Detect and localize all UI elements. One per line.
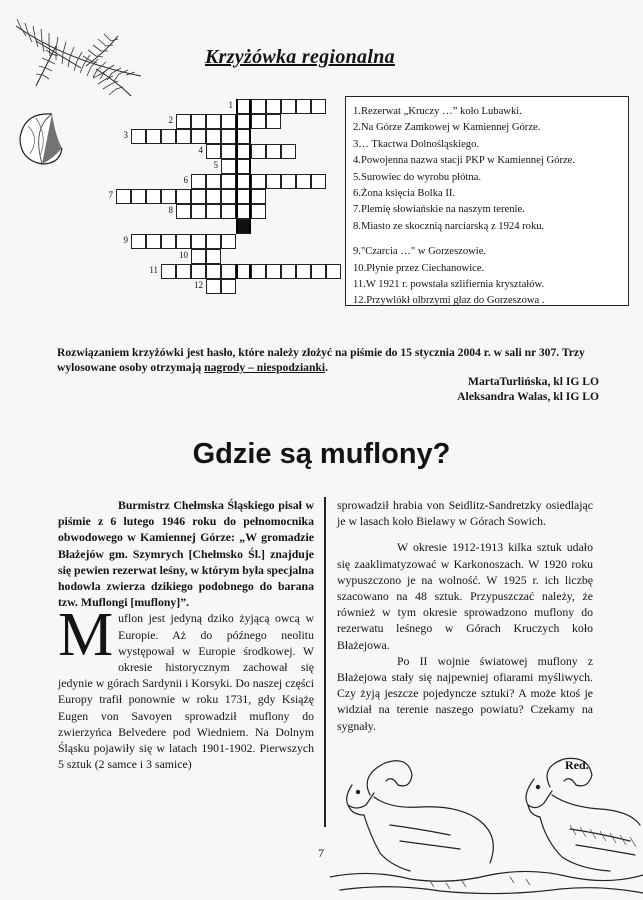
crossword-clue-number: 11 — [149, 265, 158, 275]
crossword-cell[interactable] — [146, 129, 161, 144]
clue-item: 12.Przywlókł olbrzymi głaz do Gorzeszowa . — [353, 295, 545, 307]
crossword-cell[interactable] — [161, 264, 176, 279]
notice-end: . — [325, 361, 328, 374]
crossword-cell[interactable] — [311, 99, 326, 114]
article-signature: Red. — [565, 758, 589, 772]
article-column-right — [337, 497, 593, 734]
crossword-cell[interactable] — [176, 234, 191, 249]
notice-text: Rozwiązaniem krzyżówki jest hasło, które należy złożyć na piśmie do 15 stycznia 2004 r. w sali nr 307. Trzy wylosowane osoby otrzymają — [57, 346, 585, 374]
crossword-cell[interactable] — [236, 99, 251, 114]
crossword-cell[interactable] — [206, 114, 221, 129]
crossword-cell[interactable] — [206, 129, 221, 144]
clue-item: 11.W 1921 r. powstała szlifiernia kryształów. — [353, 279, 545, 291]
crossword-cell[interactable] — [296, 264, 311, 279]
crossword-cell[interactable] — [266, 99, 281, 114]
crossword-cell[interactable] — [221, 174, 236, 189]
crossword-cell[interactable] — [251, 114, 266, 129]
crossword-cell[interactable] — [206, 249, 221, 264]
crossword-cell[interactable] — [311, 264, 326, 279]
crossword-cell[interactable] — [116, 189, 131, 204]
crossword-cell[interactable] — [236, 114, 251, 129]
crossword-clue-number: 8 — [168, 205, 173, 215]
crossword-cell[interactable] — [191, 264, 206, 279]
crossword-clue-number: 4 — [198, 145, 203, 155]
cone-illustration — [12, 108, 68, 168]
crossword-cell[interactable] — [176, 264, 191, 279]
clues-box — [345, 96, 629, 306]
drop-cap: M — [58, 601, 114, 670]
crossword-cell[interactable] — [191, 174, 206, 189]
crossword-cell[interactable] — [281, 174, 296, 189]
clue-item: 3… Tkactwa Dolnośląskiego. — [353, 138, 480, 150]
crossword-cell-black — [236, 219, 251, 234]
crossword-cell[interactable] — [176, 204, 191, 219]
crossword-title: Krzyżówka regionalna — [205, 46, 395, 68]
author-1: MartaTurlińska, kl IG LO — [468, 375, 599, 388]
crossword-cell[interactable] — [206, 204, 221, 219]
crossword-cell[interactable] — [296, 99, 311, 114]
crossword-cell[interactable] — [131, 234, 146, 249]
crossword-cell[interactable] — [266, 264, 281, 279]
crossword-cell[interactable] — [206, 144, 221, 159]
crossword-cell[interactable] — [176, 114, 191, 129]
crossword-cell[interactable] — [221, 144, 236, 159]
crossword-cell[interactable] — [161, 234, 176, 249]
crossword-clue-number: 6 — [183, 175, 188, 185]
crossword-cell[interactable] — [236, 129, 251, 144]
crossword-cell[interactable] — [131, 189, 146, 204]
article-paragraph-2: W okresie 1912-1913 kilka sztuk udało się zaaklimatyzować w Karkonoszach. W 1920 roku wypuszczono je na wolność. W 1925 r. ich liczbę szacowano na 48 sztuk. Przypuszczać należy, że również w tym okresie sprowadzono muflony do rezerwatu leśnego w Górach Kruczych koło Błażejowa. — [337, 540, 593, 652]
crossword-cell[interactable] — [161, 189, 176, 204]
crossword-cell[interactable] — [131, 129, 146, 144]
crossword-cell[interactable] — [161, 129, 176, 144]
crossword-cell[interactable] — [266, 144, 281, 159]
crossword-cell[interactable] — [236, 204, 251, 219]
crossword-cell[interactable] — [251, 189, 266, 204]
crossword-cell[interactable] — [206, 189, 221, 204]
article-paragraph-1 — [58, 601, 314, 772]
crossword-cell[interactable] — [221, 234, 236, 249]
crossword-cell[interactable] — [266, 114, 281, 129]
crossword-clue-number: 10 — [179, 250, 188, 260]
notice-prizes: nagrody – niespodzianki — [204, 361, 326, 374]
crossword-clue-number: 7 — [108, 190, 113, 200]
article-title: Gdzie są muflony? — [192, 438, 451, 470]
clue-item: 8.Miasto ze skocznią narciarską z 1924 roku. — [353, 220, 545, 232]
article-paragraph-1-continued: sprowadził hrabia von Seidlitz-Sandretzky osiedlając je w lasach koło Bielawy w Górach Sowich. — [337, 498, 593, 529]
crossword-cell[interactable] — [236, 174, 251, 189]
clues-list-b — [353, 244, 628, 310]
article-quote: Burmistrz Chełmska Śląskiego pisał w piśmie z 6 lutego 1946 roku do pełnomocnika obwodowego w Kamiennej Górze: „W gromadzie Błażejów gm. Szymrych [Chełmsko Śl.] znajduje się pewien rezerwat leśny, w którym była specjalna hodowla zwierza dzikiego podobnego do barana tzw. Muflongi [muflony]”. — [58, 498, 315, 610]
crossword-grid — [100, 95, 340, 310]
clue-item: 1.Rezerwat „Kruczy …” koło Lubawki. — [353, 106, 522, 117]
crossword-cell[interactable] — [206, 234, 221, 249]
crossword-cell[interactable] — [191, 204, 206, 219]
crossword-cell[interactable] — [206, 279, 221, 294]
crossword-cell[interactable] — [251, 99, 266, 114]
crossword-cell[interactable] — [281, 264, 296, 279]
crossword-cell[interactable] — [221, 264, 236, 279]
crossword-cell[interactable] — [236, 264, 251, 279]
article-paragraph-3: Po II wojnie światowej muflony z Błażejowa stały się najpewniej ofiarami myśliwych. Czy żyją jeszcze pojedyncze sztuki? A może ktoś je widział na terenie naszego powiatu? Czekamy na sygnały. — [337, 653, 593, 733]
spruce-branch-illustration — [6, 6, 146, 101]
crossword-cell[interactable] — [326, 264, 341, 279]
page-number: 7 — [318, 846, 324, 860]
crossword-cell[interactable] — [266, 174, 281, 189]
clues-list-a — [353, 104, 628, 235]
crossword-cell[interactable] — [221, 189, 236, 204]
crossword-cell[interactable] — [191, 234, 206, 249]
crossword-clue-number: 12 — [194, 280, 203, 290]
crossword-cell[interactable] — [191, 129, 206, 144]
crossword-cell[interactable] — [191, 114, 206, 129]
paragraph-1-text: uflon jest jedyną dziko żyjącą owcą w Europie. Aż do późnego neolitu występował w Europie środkowej. W okresie historycznym zachował się jedynie w górach Sardynii i Korsyki. Do naszej części Europy trafił ponownie w roku 1731, gdy Książę Eugen von Savoyen sprowadził muflony do zwierzyńca Belvedere pod Wiedniem. Na Dolnym Śląsku pojawiły się w latach 1901-1902. Pierwszych 5 sztuk (2 samce i 3 samice) — [58, 611, 314, 772]
crossword-clue-number: 3 — [123, 130, 128, 140]
crossword-cell[interactable] — [281, 144, 296, 159]
crossword-cell[interactable] — [221, 129, 236, 144]
crossword-cell[interactable] — [221, 114, 236, 129]
crossword-clue-number: 2 — [168, 115, 173, 125]
column-divider — [324, 497, 326, 827]
clue-item: 5.Surowiec do wyrobu płótna. — [353, 171, 481, 183]
clue-item: 7.Plemię słowiańskie na naszym terenie. — [353, 204, 525, 216]
crossword-cell[interactable] — [221, 159, 236, 174]
crossword-cell[interactable] — [206, 174, 221, 189]
crossword-cell[interactable] — [251, 204, 266, 219]
crossword-cell[interactable] — [221, 204, 236, 219]
clue-item: 2.Na Górze Zamkowej w Kamiennej Górze. — [353, 122, 541, 134]
crossword-cell[interactable] — [296, 174, 311, 189]
crossword-cell[interactable] — [146, 234, 161, 249]
author-2: Aleksandra Walas, kl IG LO — [457, 390, 599, 403]
crossword-cell[interactable] — [176, 189, 191, 204]
clue-item: 4.Powojenna nazwa stacji PKP w Kamiennej Górze. — [353, 155, 576, 167]
clue-item: 9."Czarcia …" w Gorzeszowie. — [353, 246, 487, 258]
crossword-cell[interactable] — [176, 129, 191, 144]
crossword-cell[interactable] — [236, 144, 251, 159]
crossword-cell[interactable] — [236, 189, 251, 204]
crossword-cell[interactable] — [206, 264, 221, 279]
crossword-clue-number: 5 — [213, 160, 218, 170]
clue-item: 10.Płynie przez Ciechanowice. — [353, 262, 485, 274]
crossword-cell[interactable] — [251, 144, 266, 159]
crossword-cell[interactable] — [236, 159, 251, 174]
crossword-clue-number: 9 — [123, 235, 128, 245]
crossword-cell[interactable] — [221, 279, 236, 294]
crossword-clue-number: 1 — [228, 100, 233, 110]
solution-notice — [57, 345, 597, 375]
crossword-cell[interactable] — [146, 189, 161, 204]
crossword-cell[interactable] — [191, 249, 206, 264]
crossword-cell[interactable] — [251, 264, 266, 279]
crossword-cell[interactable] — [281, 99, 296, 114]
mouflons-illustration — [330, 745, 643, 900]
clue-item: 6.Żona księcia Bolka II. — [353, 188, 456, 200]
crossword-cell[interactable] — [251, 174, 266, 189]
crossword-cell[interactable] — [311, 174, 326, 189]
crossword-cell[interactable] — [191, 189, 206, 204]
article-column-left — [58, 497, 314, 772]
